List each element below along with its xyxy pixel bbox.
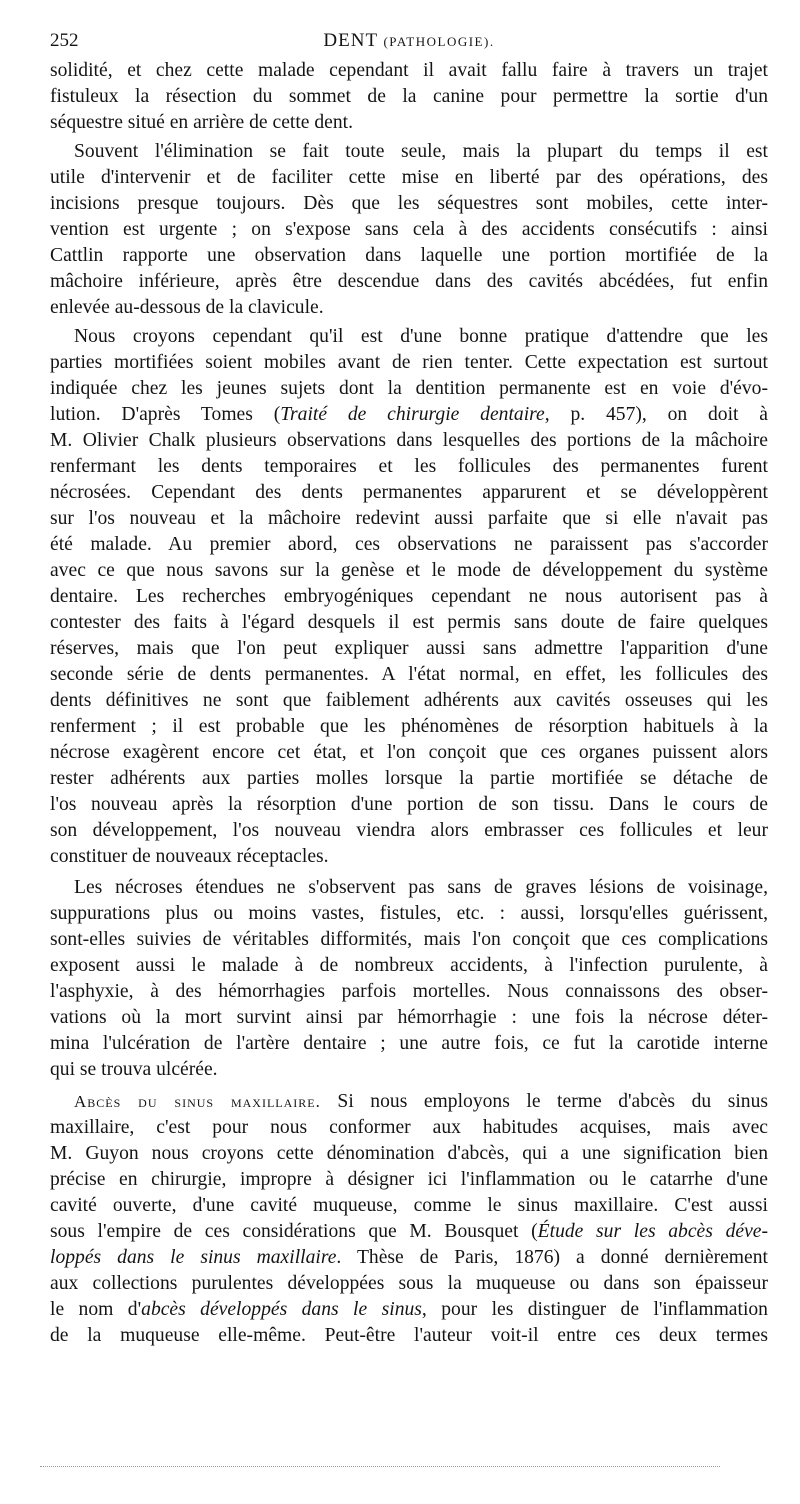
text-line: mâchoire inférieure, après être descendue dans des cavités abcédées, fut enfin — [50, 271, 768, 292]
text-line: de la muqueuse elle-même. Peut-être l'auteur voit-il entre ces deux termes — [50, 1325, 768, 1346]
text-line: dents définitives ne sont que faiblement adhérents aux cavités osseuses qui les — [50, 690, 768, 711]
book-page — [50, 30, 768, 1349]
text-line: maxillaire, c'est pour nous conformer aux habitudes acquises, mais avec — [50, 1117, 768, 1138]
text-line: l'asphyxie, à des hémorrhagies parfois mortelles. Nous connaissons des obser- — [50, 981, 768, 1002]
text-line: nécrose exagèrent encore cet état, et l'on conçoit que ces organes puissent alors — [50, 742, 768, 763]
running-title-main: DENT — [323, 30, 378, 51]
citation-title: loppés dans le sinus maxillaire — [50, 1247, 337, 1268]
text-line-with-citation — [50, 1219, 768, 1245]
paragraph-3 — [50, 324, 768, 870]
text-line-with-citation — [50, 1245, 768, 1271]
text-line: l'os nouveau après la résorption d'une portion de son tissu. Dans le cours de — [50, 794, 768, 815]
emphasis-after: , pour les distinguer de l'inflammation — [421, 1299, 768, 1320]
text-line: Souvent l'élimination se fait toute seule, mais la plupart du temps il est — [74, 141, 768, 162]
text-line: M. Olivier Chalk plusieurs observations dans lesquelles des portions de la mâchoire — [50, 430, 768, 451]
text-line: dentaire. Les recherches embryogéniques cependant ne nous autorisent pas à — [50, 586, 768, 607]
text-line: M. Guyon nous croyons cette dénomination d'abcès, qui a une signification bien — [50, 1143, 768, 1164]
text-line: avec ce que nous savons sur la genèse et le mode de développement du système — [50, 560, 768, 581]
text-line: vention est urgente ; on s'expose sans cela à des accidents consécutifs : ainsi — [50, 219, 768, 240]
citation-after: . Thèse de Paris, 1876) a donné dernièrement — [336, 1247, 768, 1268]
footer-dotted-rule — [40, 1466, 720, 1467]
running-header — [50, 30, 768, 56]
text-line: exposent aussi le malade à de nombreux accidents, à l'infection purulente, à — [50, 955, 768, 976]
text-line: qui se trouva ulcérée. — [50, 1059, 218, 1080]
text-line: vations où la mort survint ainsi par hémorrhagie : une fois la nécrose déter- — [50, 1007, 768, 1028]
text-line: rester adhérents aux parties molles lorsque la partie mortifiée se détache de — [50, 768, 768, 789]
page-number: 252 — [50, 30, 79, 51]
paragraph-1 — [50, 58, 768, 136]
text-line: aux collections purulentes développées sous la muqueuse ou dans son épaisseur — [50, 1273, 768, 1294]
citation-title: Étude sur les abcès déve- — [537, 1221, 768, 1242]
section-heading: Abcès du sinus maxillaire. — [74, 1092, 321, 1111]
text-line-with-citation — [50, 402, 768, 428]
emphasis-before: le nom d' — [50, 1299, 142, 1320]
text-line: mina l'ulcération de l'artère dentaire ; une autre fois, ce fut la carotide interne — [50, 1033, 768, 1054]
text-line: Les nécroses étendues ne s'observent pas sans de graves lésions de voisinage, — [74, 877, 768, 898]
text-line: solidité, et chez cette malade cependant il avait fallu faire à travers un trajet — [50, 60, 768, 81]
text-line: parties mortifiées soient mobiles avant de rien tenter. Cette expectation est surtout — [50, 352, 768, 373]
text-line-with-emphasis — [50, 1297, 768, 1323]
running-title-sub: (PATHOLOGIE). — [383, 34, 495, 49]
text-line: seconde série de dents permanentes. A l'état normal, en effet, les follicules des — [50, 664, 768, 685]
text-line: réserves, mais que l'on peut expliquer aussi sans admettre l'apparition d'une — [50, 638, 768, 659]
citation-before: lution. D'après Tomes ( — [50, 404, 281, 425]
text-line: cavité ouverte, d'une cavité muqueuse, comme le sinus maxillaire. C'est aussi — [50, 1195, 768, 1216]
text-line: Nous croyons cependant qu'il est d'une bonne pratique d'attendre que les — [74, 326, 768, 347]
citation-before: sous l'empire de ces considérations que M. Bousquet ( — [50, 1221, 538, 1242]
text-line: été malade. Au premier abord, ces observations ne paraissent pas s'accorder — [50, 534, 768, 555]
text-line: précise en chirurgie, impropre à désigner ici l'inflammation ou le catarrhe d'une — [50, 1169, 768, 1190]
text-line: fistuleux la résection du sommet de la canine pour permettre la sortie d'un — [50, 86, 768, 107]
text-line: utile d'intervenir et de faciliter cette mise en liberté par des opérations, des — [50, 167, 768, 188]
paragraph-2 — [50, 139, 768, 321]
text-line: renferment ; il est probable que les phénomènes de résorption habituels à la — [50, 716, 768, 737]
text-line: nécrosées. Cependant des dents permanentes apparurent et se développèrent — [50, 482, 768, 503]
running-title — [50, 30, 768, 52]
text-line: incisions presque toujours. Dès que les séquestres sont mobiles, cette inter- — [50, 193, 768, 214]
emphasis-term: abcès développés dans le sinus — [141, 1299, 422, 1320]
text-line: Cattlin rapporte une observation dans laquelle une portion mortifiée de la — [50, 245, 768, 266]
text-line: constituer de nouveaux réceptacles. — [50, 846, 329, 867]
section-heading-line — [50, 1089, 768, 1115]
text-line: contester des faits à l'égard desquels il est permis sans doute de faire quelques — [50, 612, 768, 633]
text-line: renfermant les dents temporaires et les follicules des permanentes furent — [50, 456, 768, 477]
text-line: son développement, l'os nouveau viendra alors embrasser ces follicules et leur — [50, 820, 768, 841]
paragraph-4 — [50, 875, 768, 1083]
paragraph-5 — [50, 1089, 768, 1349]
text-line: indiquée chez les jeunes sujets dont la dentition permanente est en voie d'évo- — [50, 378, 768, 399]
text-line: sur l'os nouveau et la mâchoire redevint aussi parfaite que si elle n'avait pas — [50, 508, 768, 529]
text-line: suppurations plus ou moins vastes, fistules, etc. : aussi, lorsqu'elles guérissent, — [50, 903, 768, 924]
text-line: enlevée au-dessous de la clavicule. — [50, 297, 324, 318]
citation-title: Traité de chirurgie dentaire — [280, 404, 545, 425]
text-line: sont-elles suivies de véritables difformités, mais l'on conçoit que ces complications — [50, 929, 768, 950]
text-line: séquestre situé en arrière de cette dent. — [50, 112, 354, 133]
heading-continuation: Si nous employons le terme d'abcès du sinus — [337, 1091, 768, 1112]
citation-after: , p. 457), on doit à — [544, 404, 769, 425]
